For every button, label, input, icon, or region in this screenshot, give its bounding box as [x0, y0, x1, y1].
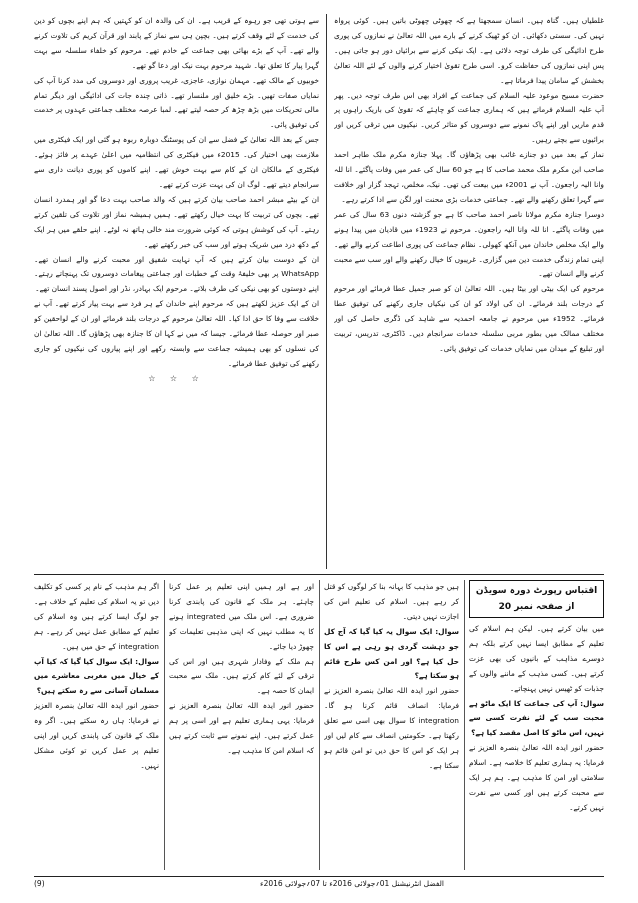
- report-box-title: اقتباس رپورٹ دورہ سویڈن از صفحہ نمبر 20: [469, 580, 604, 618]
- page-footer: [34, 876, 604, 891]
- paragraph: اور ہے اور ہمیں اپنی تعلیم پر عمل کرنا چاہئے۔ ہر ملک کے قانون کی پابندی کرنا ضروری ہے۔ اس ملک میں integrated ہونے کا یہ مطلب نہیں کہ اپنی مذہبی تعلیمات کو چھوڑ دیا جائے۔: [169, 582, 314, 651]
- paragraph: میں بیان کرتے ہیں۔ لیکن ہم اسلام کی تعلیم کے مطابق ایسا نہیں کرتے بلکہ ہم دوسرے مذاہب کے بانیوں کی بھی عزت کرتے ہیں۔ کسی مذہب کے ماننے والوں کے جذبات کو ٹھیس نہیں پہنچاتے۔: [469, 624, 604, 693]
- column-divider: [319, 580, 320, 870]
- paragraph: ہم ملک کے وفادار شہری ہیں اور اس کی ترقی کے لئے کام کرتے ہیں۔ ملک سے محبت ایمان کا حصہ ہے۔: [169, 656, 314, 696]
- publication-line: الفضل انٹرنیشنل 01؍جولائی 2016ء تا 07؍جولائی 2016ء: [260, 879, 444, 888]
- paragraph: ہیں جو مذہب کا بہانہ بنا کر لوگوں کو قتل کر رہے ہیں۔ اسلام کی تعلیم اس کی اجازت نہیں دیتی۔: [324, 582, 459, 621]
- paragraph: مرحوم کی ایک بیٹی اور بیٹا ہیں۔ اللہ تعالیٰ ان کو صبر جمیل عطا فرمائے اور مرحوم کے درجات بلند فرمائے۔ ان کی اولاد کو ان کی نیکیاں جاری رکھنے کی توفیق عطا فرمائے۔ 1952ء میں مرحوم نے جامعہ احمدیہ سے شاہد کی ڈگری حاصل کی اور مختلف ممالک میں بطور مربی سلسلہ خدمات سرانجام دیں۔ ڈاکٹری، تدریس، تربیت اور تبلیغ کے میدان میں نمایاں خدمات کی توفیق پائی۔: [334, 284, 604, 353]
- paragraph: ان کے بیٹے مبشر احمد صاحب بیان کرتے ہیں کہ والد صاحب بہت دعا گو اور ہمدرد انسان تھے۔ بچوں کی تربیت کا بہت خیال رکھتے تھے۔ ہمیں ہمیشہ نماز اور تلاوت کی تلقین کرتے رہتے۔ آپ کی کوشش ہوتی کہ کوئی ضرورت مند خالی ہاتھ نہ لوٹے۔ اپنے حلقے میں ہر ایک کے دکھ درد میں شریک ہوتے اور سب کی خبر رکھتے تھے۔: [34, 194, 319, 249]
- paragraph: جس کے بعد اللہ تعالیٰ کے فضل سے ان کی پوسٹنگ دوبارہ ربوہ ہو گئی اور ایک فیکٹری میں ملازمت بھی اختیار کی۔ 2015ء میں فیکٹری کی انتظامیہ میں اعلیٰ عہدے پر فائز ہوئے۔ فیکٹری کے مالکان ان کے کام سے بہت خوش تھے۔ اپنے کاموں کو پوری دیانت داری سے سرانجام دیتے تھے۔ لوگ ان کی بہت عزت کرتے تھے۔: [34, 135, 319, 189]
- paragraph: اگر ہم مذہب کے نام پر کسی کو تکلیف دیں تو یہ اسلام کی تعلیم کے خلاف ہے۔ جو لوگ ایسا کرتے ہیں وہ اسلام کی تعلیم کے مطابق عمل نہیں کر رہے۔ ہم integration کے حق میں ہیں۔: [34, 582, 159, 651]
- paragraph: دوسرا جنازہ مکرم مولانا ناصر احمد صاحب کا ہے جو گزشتہ دنوں 63 سال کی عمر میں وفات پاگئے۔ انا للہ وانا الیہ راجعون۔ مرحوم نے 1923ء میں قادیان میں پیدا ہونے والے ایک مخلص خاندان میں آنکھ کھولی۔ نظام جماعت کی پوری اطاعت کرنے والے تھے۔ اپنی تمام زندگی خدمت دین میں گزاری۔ غریبوں کا خیال رکھنے والے اور سب سے محبت کرنے والے انسان تھے۔: [334, 209, 604, 279]
- paragraph: حضور انور ایدہ اللہ تعالیٰ بنصرہ العزیز نے فرمایا: یہ ہماری تعلیم کا خلاصہ ہے۔ اسلام سلامتی اور امن کا مذہب ہے۔ ہم ہر ایک سے محبت کرتے ہیں اور کسی سے نفرت نہیں کرتے۔: [469, 743, 604, 812]
- question-paragraph: سوال: ایک سوال کیا گیا کہ کیا آپ کے خیال میں مغربی معاشرے میں مسلمان آسانی سے رہ سکتے ہیں؟: [34, 656, 159, 696]
- question-paragraph: سوال: ایک سوال یہ کیا گیا کہ آج کل جو دہشت گردی ہو رہی ہے اس کا حل کیا ہے؟ اور امن کس طرح قائم ہو سکتا ہے؟: [324, 626, 459, 681]
- paragraph: نماز کے بعد میں دو جنازے غائب بھی پڑھاؤں گا۔ پہلا جنازہ مکرم ملک طاہر احمد صاحب ابن مکرم ملک محمد صاحب کا ہے جو 60 سال کی عمر میں وفات پاگئے۔ انا للہ وانا الیہ راجعون۔ آپ نے 2001ء میں بیعت کی تھی۔ نیک، مخلص، تہجد گزار اور خلافت سے گہرا تعلق رکھنے والے تھے۔ جماعتی خدمات بڑی محنت اور لگن سے ادا کرتے رہے۔: [334, 150, 604, 204]
- column-divider: [464, 580, 465, 870]
- paragraph: حضور انور ایدہ اللہ تعالیٰ بنصرہ العزیز نے فرمایا: انصاف قائم کرنا ہو گا۔ integration کا سوال بھی اسی سے تعلق رکھتا ہے۔ حکومتیں انصاف سے کام لیں اور ہر ایک کو اس کا حق دیں تو امن قائم ہو سکتا ہے۔: [324, 686, 459, 770]
- paragraph: غلطیاں ہیں۔ گناہ ہیں۔ انسان سمجھتا ہے کہ چھوٹی چھوٹی باتیں ہیں۔ کوئی پرواہ نہیں کی۔ سستی دکھائی۔ ان کو ٹھیک کرنے کے بارے میں اللہ تعالیٰ نے نمازوں کی پوری طرح ادائیگی کی طرف توجہ دلائی ہے۔ ایک نیکی کرنے سے برائیاں دور ہو جاتی ہیں۔ پس اپنی نمازوں کی حفاظت کرو۔ اسی طرح تقویٰ اختیار کرنے والوں کے لئے اللہ تعالیٰ بخشش کے سامان پیدا فرماتا ہے۔: [334, 16, 604, 85]
- section-separator: [34, 574, 604, 575]
- question-paragraph: سوال: آپ کی جماعت کا ایک ماٹو ہے محبت سب کے لئے نفرت کسی سے نہیں، اس ماٹو کا اصل مقصد کیا ہے؟: [469, 698, 604, 738]
- upper-right-column: [334, 14, 604, 569]
- lower-column-1: [34, 580, 159, 870]
- paragraph: سے ہوتی تھی جو رہوہ کے قریب ہے۔ ان کی والدہ ان کو کہتیں کہ ہم اپنے بچوں کو دین کی خدمت کے لئے وقف کرتے ہیں۔ بچپن ہی سے نماز کے پابند اور قرآن کریم کی تلاوت کرنے والے تھے۔ آپ کے بڑے بھائی بھی جماعت کے خادم تھے۔ مرحوم کو خلفاء سلسلہ سے بہت گہرا پیار کا تعلق تھا۔ شہید مرحوم بہت نیک اور دعا گو تھے۔: [34, 16, 319, 70]
- upper-left-column: [34, 14, 319, 569]
- section-end-stars: ☆ ☆ ☆: [148, 373, 205, 383]
- paragraph: ان کے دوست بیان کرتے ہیں کہ آپ نہایت شفیق اور محبت کرنے والے انسان تھے۔ WhatsApp پر بھی خلیفۂ وقت کے خطبات اور جماعتی پیغامات دوسروں تک پہنچاتے رہتے۔ اپنے دوستوں کو بھی نیکی کی طرف بلاتے۔ مرحوم ایک بہادر، نڈر اور اصول پسند انسان تھے۔: [34, 254, 319, 294]
- paragraph: خوبیوں کے مالک تھے۔ مہمان نوازی، عاجزی، غریب پروری اور دوسروں کی مدد کرنا آپ کی نمایاں صفات تھیں۔ بڑے خلیق اور ملنسار تھے۔ ذاتی چندہ جات کی ادائیگی اور دیگر تمام مالی تحریکات میں بڑھ چڑھ کر حصہ لیتے تھے۔ لمبا عرصہ مختلف جماعتی عہدوں پر خدمت کی توفیق پائی۔: [34, 75, 319, 130]
- newspaper-page: [34, 14, 604, 884]
- lower-column-3: [324, 580, 459, 870]
- paragraph: ان کے ایک عزیز لکھتے ہیں کہ مرحوم اپنے خاندان کے ہر فرد سے بہت پیار کرتے تھے۔ آپ نے خلافت سے وفا کا حق ادا کیا۔ اللہ تعالیٰ مرحوم کے درجات بلند فرمائے اور ان کے لواحقین کو صبر اور حوصلہ عطا فرمائے۔ جیسا کہ میں نے کہا ان کا جنازہ بھی پڑھاؤں گا۔ اللہ تعالیٰ ان کی نسلوں کو بھی ہمیشہ جماعت سے وابستہ رکھے اور اپنے پیاروں کی نیکیوں کو جاری رکھنے کی توفیق عطا فرمائے۔: [34, 299, 319, 368]
- page-number: (9): [34, 879, 45, 888]
- paragraph: حضور انور ایدہ اللہ تعالیٰ بنصرہ العزیز نے فرمایا: ہاں رہ سکتے ہیں۔ اگر وہ ملک کے قانون کی پابندی کریں اور اپنی تعلیم پر عمل کریں تو کوئی مشکل نہیں۔: [34, 701, 159, 770]
- lower-column-2: [169, 580, 314, 870]
- paragraph: حضور انور ایدہ اللہ تعالیٰ بنصرہ العزیز نے فرمایا: یہی ہماری تعلیم ہے اور اسی پر ہم عمل کرتے ہیں۔ اپنے نمونے سے ثابت کرتے ہیں کہ اسلام امن کا مذہب ہے۔: [169, 701, 314, 755]
- column-divider: [164, 580, 165, 870]
- column-divider: [326, 14, 327, 569]
- paragraph: حضرت مسیح موعود علیہ السلام کی جماعت کے افراد بھی اس طرف توجہ دیں۔ پھر آپ علیہ السلام فرماتے ہیں کہ ہماری جماعت کو چاہئے کہ تقویٰ کی باریک راہوں پر قدم ماریں اور اپنے پاک نمونے سے دوسروں کو متاثر کریں۔ نیکیوں میں ترقی کریں اور برائیوں سے بچتے رہیں۔: [334, 90, 604, 145]
- lower-column-4: [469, 580, 604, 870]
